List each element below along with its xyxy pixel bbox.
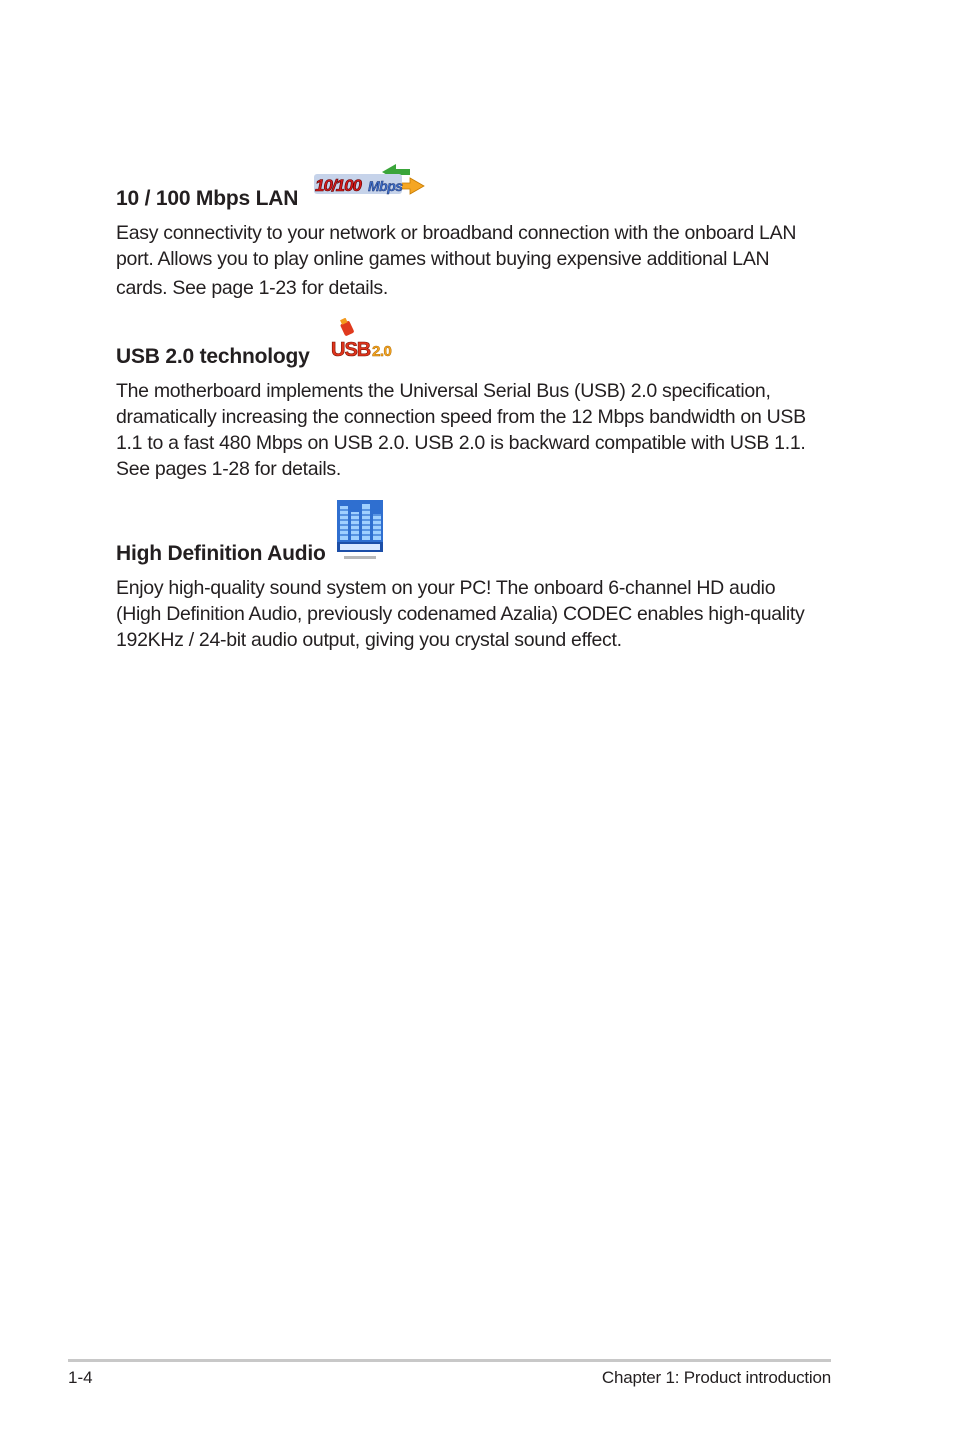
body-line: See pages 1-28 for details. — [116, 458, 341, 480]
body-line: 1.1 to a fast 480 Mbps on USB 2.0. USB 2.0 is backward compatible with USB 1.1. — [116, 432, 806, 454]
svg-text:2.0: 2.0 — [372, 343, 392, 360]
section-body-hd-audio — [116, 575, 836, 653]
body-line: port. Allows you to play online games without buying expensive additional LAN — [116, 248, 770, 270]
footer-divider — [68, 1359, 831, 1362]
heading-text: 10 / 100 Mbps LAN — [116, 187, 299, 210]
body-line: Easy connectivity to your network or broadband connection with the onboard LAN — [116, 222, 797, 244]
section-heading-usb — [116, 344, 836, 370]
body-line: 192KHz / 24-bit audio output, giving you crystal sound effect. — [116, 629, 622, 651]
body-line: Enjoy high-quality sound system on your PC! The onboard 6-channel HD audio — [116, 577, 776, 599]
svg-text:Mbps: Mbps — [368, 178, 403, 194]
hd-audio-logo-icon — [336, 500, 384, 564]
footer-chapter-title: Chapter 1: Product introduction — [601, 1368, 831, 1387]
section-lan — [116, 176, 836, 301]
section-hd-audio — [116, 541, 836, 653]
footer-page-number: 1-4 — [68, 1368, 93, 1387]
section-body-usb — [116, 378, 836, 482]
section-usb — [116, 339, 836, 482]
lan-10-100-mbps-logo-icon — [312, 160, 428, 204]
usb-2-0-logo-icon — [330, 318, 404, 362]
body-line: cards. See page 1-23 for details. — [116, 277, 388, 299]
body-line: The motherboard implements the Universal Serial Bus (USB) 2.0 specification, — [116, 380, 771, 402]
heading-text: High Definition Audio — [116, 542, 326, 565]
section-heading-lan — [116, 186, 836, 212]
body-line: (High Definition Audio, previously codenamed Azalia) CODEC enables high-quality — [116, 603, 805, 625]
svg-text:10/100: 10/100 — [315, 176, 361, 195]
body-line: dramatically increasing the connection speed from the 12 Mbps bandwidth on USB — [116, 406, 806, 428]
heading-text: USB 2.0 technology — [116, 345, 310, 368]
section-heading-hd-audio — [116, 541, 836, 567]
svg-text:USB: USB — [331, 339, 371, 361]
section-body-lan — [116, 220, 836, 301]
